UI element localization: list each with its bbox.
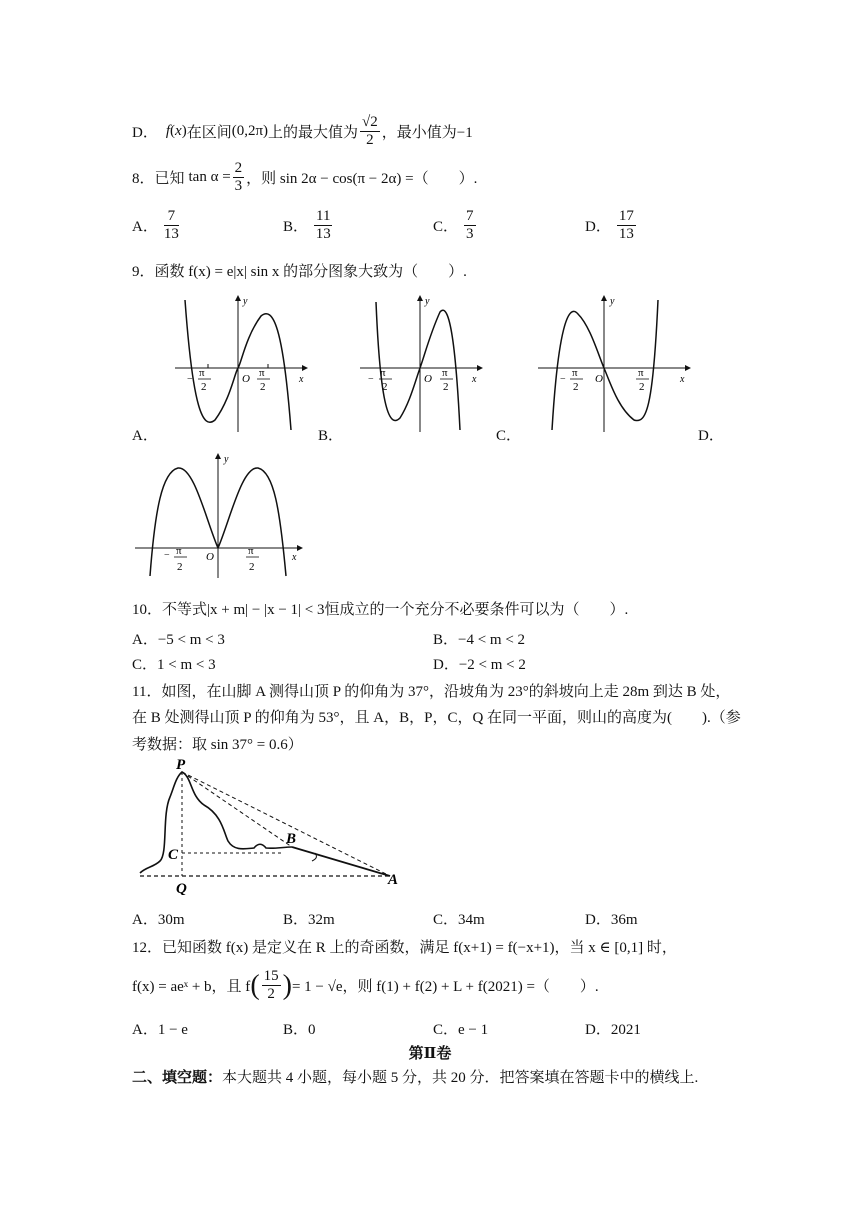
svg-text:Q: Q [176, 881, 187, 895]
q8-stem [132, 160, 477, 195]
svg-text:2: 2 [260, 381, 266, 393]
svg-text:−: − [560, 374, 566, 385]
svg-text:B: B [286, 831, 297, 847]
q11-line1: 11．如图，在山脚 A 测得山顶 P 的仰角为 37°，沿坡角为 23°的斜坡向上走 28m 到达 B 处， [132, 684, 731, 700]
svg-text:O: O [424, 373, 432, 385]
q11-option-d: D．36m [585, 912, 638, 928]
svg-text:2: 2 [639, 381, 645, 393]
math-f: f [165, 123, 171, 139]
q10-option-c: C．1 < m < 3 [132, 657, 216, 673]
svg-text:O: O [206, 551, 214, 563]
fraction: $\frac{15}{2}$ [263, 968, 279, 1002]
paren-close: ) [282, 969, 292, 1001]
q12-option-b: B．0 [283, 1022, 316, 1038]
svg-text:2: 2 [573, 381, 579, 393]
svg-text:π: π [442, 367, 448, 379]
svg-text:x: x [292, 552, 297, 563]
svg-text:2: 2 [249, 561, 255, 573]
heading-text: 本大题共 4 小题，每小题 5 分，共 20 分．把答案填在答题卡中的横线上. [222, 1070, 699, 1086]
stem-prefix: 8．已知 [132, 171, 185, 187]
section-heading [132, 1066, 698, 1087]
svg-text:P: P [176, 757, 186, 773]
graph-c [538, 296, 688, 432]
q9-stem: 9．函数 f(x) = e|x| sin x 的部分图象大致为（ ）. [132, 264, 467, 280]
q10-option-a: A．−5 < m < 3 [132, 632, 225, 648]
svg-text:π: π [572, 367, 578, 379]
svg-text:−: − [368, 374, 374, 385]
q12-option-d: D．2021 [585, 1022, 641, 1038]
svg-text:x: x [472, 374, 477, 385]
svg-text:π: π [380, 367, 386, 379]
interval: (0,2π) [231, 123, 269, 139]
q10-option-d: D．−2 < m < 2 [433, 657, 526, 673]
q9-label-a: A． [132, 428, 158, 444]
svg-text:−: − [187, 374, 193, 385]
q10-option-b: B．−4 < m < 2 [433, 632, 526, 648]
q8-option-c: C． $\frac{7}{3}$ [433, 208, 474, 242]
q11-line2: 在 B 处测得山顶 P 的仰角为 53°，且 A，B，P，C，Q 在同一平面，则山的高度为( ).（参 [132, 710, 741, 726]
text: 在区间 [186, 125, 232, 141]
svg-text:A: A [388, 872, 399, 888]
svg-text:π: π [199, 367, 205, 379]
q8-option-d: D． $\frac{17}{13}$ [585, 208, 634, 242]
q9-graphs [120, 290, 740, 440]
paren-x: (x) [170, 123, 187, 139]
q12-option-c: C．e − 1 [433, 1022, 489, 1038]
graph-a [175, 296, 305, 432]
graph-b [360, 296, 480, 432]
paren-open: ( [250, 969, 260, 1001]
q12-line2 [132, 968, 599, 1003]
q12-option-a: A．1 − e [132, 1022, 188, 1038]
svg-text:−: − [164, 550, 170, 561]
q8-option-b: B． $\frac{11}{13}$ [283, 208, 331, 242]
svg-text:2: 2 [382, 381, 388, 393]
svg-text:x: x [299, 374, 304, 385]
svg-text:π: π [176, 545, 182, 557]
svg-text:2: 2 [443, 381, 449, 393]
q7-option-d [132, 114, 473, 149]
stem-suffix: ，则 sin 2α − cos(π − 2α) =（ ）. [246, 171, 478, 187]
text: = 1 − √e，则 f(1) + f(2) + L + f(2021) =（ ）. [291, 979, 599, 995]
heading-bold: 二、填空题： [132, 1070, 223, 1086]
section-title: 第Ⅱ卷 [408, 1046, 452, 1062]
q11-option-c: C．34m [433, 912, 485, 928]
tan-expr: tan α = [188, 169, 231, 185]
q11-option-a: A．30m [132, 912, 185, 928]
svg-text:O: O [242, 373, 250, 385]
q11-option-b: B．32m [283, 912, 335, 928]
fraction: $\frac{√2}{2}$ [362, 114, 378, 148]
svg-text:2: 2 [201, 381, 207, 393]
svg-text:y: y [610, 296, 615, 307]
text: 上的最大值为 [268, 125, 359, 141]
svg-text:π: π [248, 545, 254, 557]
svg-text:O: O [595, 373, 603, 385]
fraction: $\frac{2}{3}$ [234, 160, 243, 194]
q9-label-b: B． [318, 428, 344, 444]
text: f(x) = aeˣ + b，且 f [132, 979, 251, 995]
svg-text:y: y [425, 296, 430, 307]
q11-line3: 考数据：取 sin 37° = 0.6） [132, 737, 303, 753]
svg-text:y: y [224, 454, 229, 465]
svg-text:x: x [680, 374, 685, 385]
q9-label-c: C． [496, 428, 522, 444]
svg-text:C: C [168, 847, 179, 863]
q9-label-d: D． [698, 428, 724, 444]
svg-text:y: y [243, 296, 248, 307]
svg-text:π: π [638, 367, 644, 379]
graph-d [130, 450, 310, 580]
q11-mountain-figure [132, 755, 402, 895]
q8-option-a: A． $\frac{7}{13}$ [132, 208, 179, 242]
option-label: D． [132, 125, 158, 141]
svg-text:π: π [259, 367, 265, 379]
q12-line1: 12．已知函数 f(x) 是定义在 R 上的奇函数，满足 f(x+1) = f(−x+1)，当 x ∈ [0,1] 时， [132, 940, 677, 956]
text: ，最小值为−1 [381, 125, 473, 141]
svg-text:2: 2 [177, 561, 183, 573]
q10-stem: 10．不等式|x + m| − |x − 1| < 3恒成立的一个充分不必要条件可以为（ ）. [132, 602, 629, 618]
